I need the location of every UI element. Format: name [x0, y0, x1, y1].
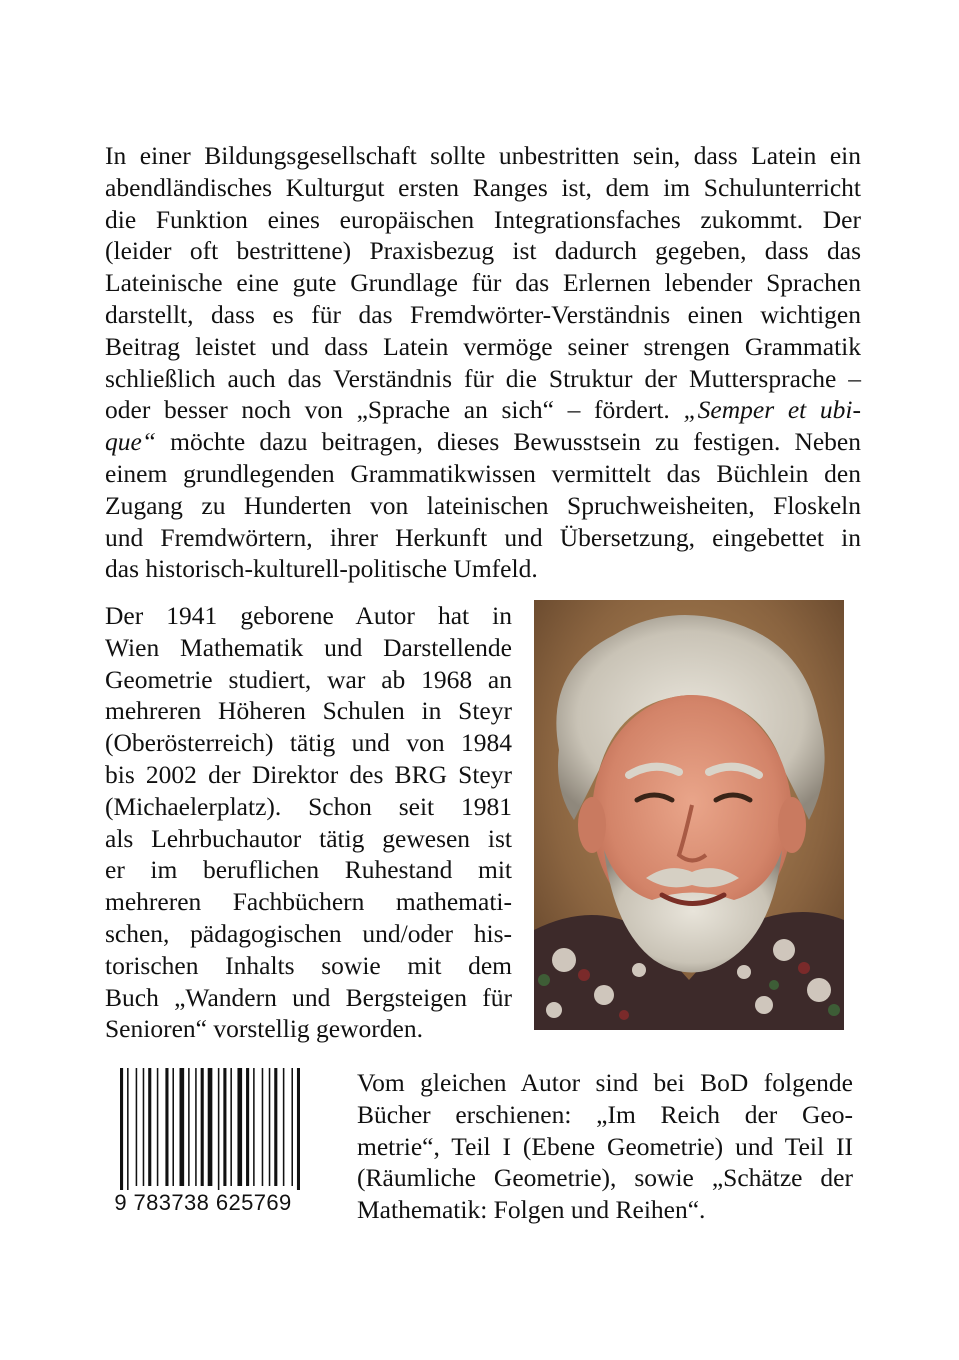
text-line [105, 664, 512, 696]
author-portrait-icon [534, 600, 844, 1030]
text-line [105, 791, 512, 823]
barcode-bar [143, 1068, 145, 1186]
barcode-bar [195, 1068, 197, 1186]
text-segment: möchte dazu beitragen, dieses Bewusstsein zu festigen. Neben [156, 427, 861, 457]
author-bio-paragraph [105, 600, 512, 1045]
barcode-bar [172, 1068, 174, 1186]
text-line [105, 950, 512, 982]
text-segment: und Fremdwörtern, ihrer Herkunft und Übersetzung, eingebettet in [105, 522, 861, 552]
text-segment: torischen Inhalts sowie mit dem [105, 950, 512, 980]
text-segment: schließlich auch das Verständnis für die Struktur der Muttersprache – [105, 363, 861, 393]
barcode-bar [148, 1068, 151, 1186]
text-segment: Vom gleichen Autor sind bei BoD folgende [357, 1068, 853, 1097]
text-segment: Mathematik: Folgen und Reihen“. [357, 1195, 706, 1225]
text-line [357, 1194, 853, 1226]
barcode-bar [180, 1068, 185, 1186]
text-line [105, 600, 512, 632]
barcode-bar [283, 1068, 285, 1186]
barcode-digits: 9 783738 625769 [114, 1190, 292, 1215]
text-line [105, 299, 861, 331]
text-segment: (Michaelerplatz). Schon seit 1981 [105, 791, 512, 821]
text-segment: Beitrag leistet und dass Latein vermöge seiner strengen Grammatik [105, 331, 861, 361]
barcode-bar [223, 1068, 226, 1186]
barcode-bar [297, 1068, 300, 1190]
text-segment: Bücher erschienen: „Im Reich der Geo- [357, 1099, 853, 1129]
barcode-bar [237, 1068, 242, 1186]
text-line [357, 1131, 853, 1163]
barcode-bar [274, 1068, 277, 1186]
text-segment: einem grundlegenden Grammatikwissen vermittelt das Büchlein den [105, 458, 861, 488]
text-segment: mehreren Fachbüchern mathemati- [105, 887, 512, 917]
text-line [105, 331, 861, 363]
barcode-bar [253, 1068, 255, 1186]
text-segment: In einer Bildungsgesellschaft sollte unbestritten sein, dass Latein ein [105, 141, 861, 170]
barcode-bar [218, 1068, 220, 1190]
text-segment: bis 2002 der Direktor des BRG Steyr [105, 759, 512, 789]
text-line [105, 886, 512, 918]
text-segment: que“ [105, 427, 156, 457]
text-line [105, 394, 861, 426]
barcode-bar [269, 1068, 271, 1186]
text-line [105, 727, 512, 759]
text-line [105, 918, 512, 950]
text-segment: die Funktion eines europäischen Integrationsfaches zukommt. Der [105, 204, 861, 234]
barcode-bar [208, 1068, 213, 1186]
text-line [105, 458, 861, 490]
text-segment: metrie“, Teil I (Ebene Geometrie) und Teil II [357, 1131, 853, 1161]
text-segment: als Lehrbuchautor tätig gewesen ist [105, 823, 512, 853]
text-line [357, 1162, 853, 1194]
text-segment: mehreren Höheren Schulen in Steyr [105, 696, 512, 726]
text-line [105, 553, 861, 585]
text-segment: darstellt, dass es für das Fremdwörter-Verständnis einen wichtigen [105, 299, 861, 329]
text-line [105, 490, 861, 522]
text-segment: das historisch-kulturell-politische Umfeld. [105, 554, 538, 584]
isbn-barcode [106, 1060, 300, 1226]
text-line [105, 140, 861, 172]
text-segment: abendländisches Kulturgut ersten Ranges ist, dem im Schulunterricht [105, 172, 861, 202]
author-photo [534, 600, 844, 1030]
text-segment: (Oberösterreich) tätig und von 1984 [105, 728, 512, 758]
barcode-icon [106, 1060, 300, 1190]
text-segment: Wien Mathematik und Darstellende [105, 632, 512, 662]
text-line [105, 823, 512, 855]
barcode-bar [230, 1068, 232, 1186]
barcode-bar [157, 1068, 159, 1186]
barcode-bar [127, 1068, 129, 1190]
text-segment: schen, pädagogischen und/oder his- [105, 918, 512, 948]
text-line [105, 426, 861, 458]
text-segment: Senioren“ vorstellig geworden. [105, 1014, 423, 1044]
barcode-bar [136, 1068, 138, 1186]
text-line [105, 363, 861, 395]
text-line [105, 522, 861, 554]
text-line [357, 1099, 853, 1131]
barcode-bar [291, 1068, 293, 1186]
text-line [105, 854, 512, 886]
barcode-bar [201, 1068, 204, 1186]
text-line [105, 695, 512, 727]
barcode-bar [120, 1068, 123, 1190]
text-segment: Lateinische eine gute Grundlage für das Erlernen lebender Sprachen [105, 268, 861, 298]
text-line [105, 982, 512, 1014]
text-segment: Geometrie studiert, war ab 1968 an [105, 664, 512, 694]
text-segment: (Räumliche Geometrie), sowie „Schätze der [357, 1163, 853, 1193]
text-line [105, 204, 861, 236]
text-segment: Zugang zu Hunderten von lateinischen Spruchweisheiten, Floskeln [105, 490, 861, 520]
text-line [357, 1067, 853, 1099]
barcode-bar [188, 1068, 190, 1186]
text-segment: er im beruflichen Ruhestand mit [105, 855, 512, 885]
blurb-paragraph [105, 140, 861, 585]
text-segment: oder besser noch von „Sprache an sich“ – fördert. [105, 395, 684, 425]
barcode-bar [246, 1068, 249, 1186]
text-line [105, 172, 861, 204]
text-line [105, 759, 512, 791]
text-segment: (leider oft bestrittene) Praxisbezug ist dadurch gegeben, dass das [105, 236, 861, 266]
text-segment: Der 1941 geborene Autor hat in [105, 601, 512, 630]
text-segment: „Semper et ubi- [683, 395, 862, 425]
other-books-paragraph [357, 1067, 853, 1226]
text-line [105, 235, 861, 267]
text-line [105, 267, 861, 299]
barcode-bar [165, 1068, 168, 1186]
text-line [105, 632, 512, 664]
barcode-bar [262, 1068, 264, 1186]
text-segment: Buch „Wandern und Bergsteigen für [105, 982, 512, 1012]
text-line [105, 1013, 512, 1045]
